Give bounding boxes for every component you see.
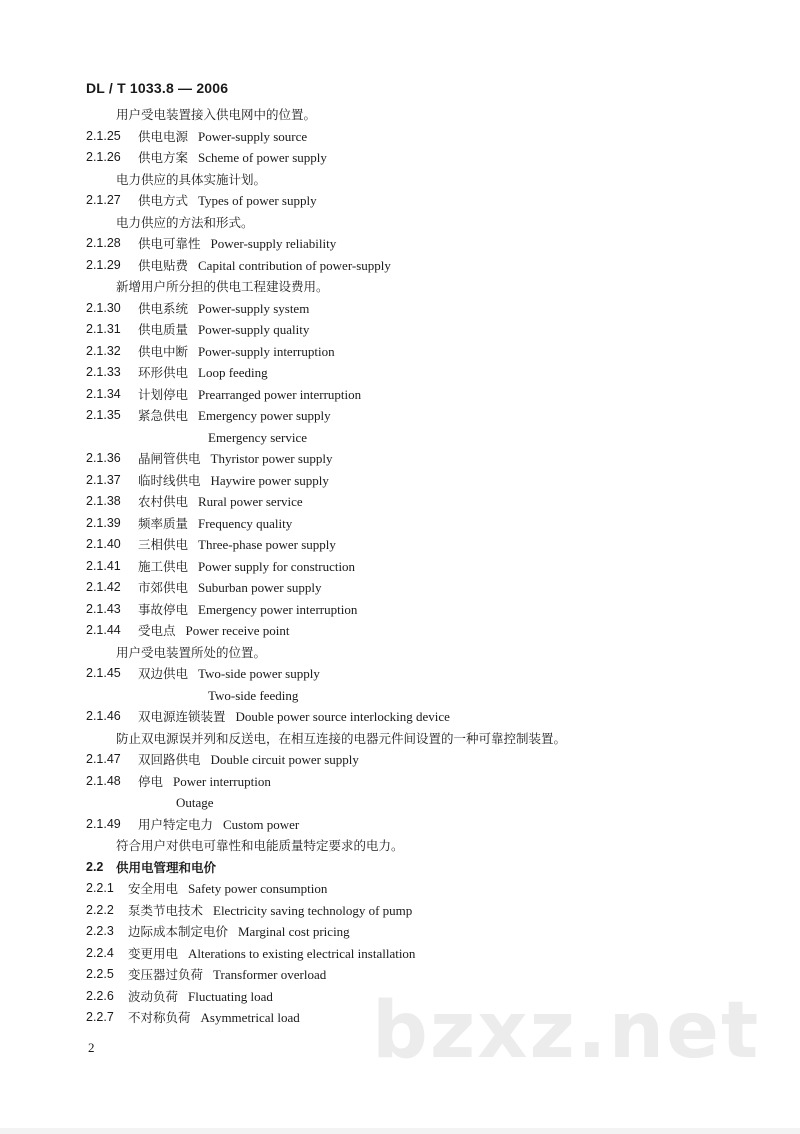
term-chinese: 临时线供电: [138, 472, 201, 488]
term-entry: [0, 255, 800, 277]
term-number: 2.1.38: [86, 494, 121, 508]
term-entry: [0, 147, 800, 169]
term-english: Power-supply reliability: [210, 236, 337, 251]
term-english: Emergency power interruption: [198, 601, 358, 617]
definition-text: 用户受电装置所处的位置。: [116, 644, 267, 660]
term-number: 2.1.42: [86, 580, 121, 594]
term-definition: [0, 169, 800, 191]
term-number: 2.1.29: [86, 257, 121, 272]
term-entry: [0, 341, 800, 363]
term-chinese: 农村供电: [138, 494, 189, 509]
term-number: 2.2.6: [86, 988, 114, 1003]
term-english-synonym: Outage: [176, 795, 214, 810]
term-chinese: 供用电管理和电价: [116, 859, 217, 875]
term-number: 2.1.44: [86, 623, 121, 637]
term-entry: [0, 556, 800, 578]
term-entry: [0, 448, 800, 470]
term-number: 2.1.27: [86, 193, 121, 207]
term-english: Emergency power supply: [198, 408, 331, 423]
definition-text: 用户受电装置接入供电网中的位置。: [116, 107, 317, 122]
term-chinese: 供电方式: [138, 193, 189, 208]
term-chinese: 事故停电: [138, 601, 189, 617]
term-chinese: 频率质量: [138, 515, 189, 531]
page-number: 2: [88, 1040, 95, 1055]
term-synonym: [0, 685, 800, 707]
term-english: Power-supply interruption: [198, 343, 335, 359]
term-chinese: 供电电源: [138, 128, 189, 144]
term-number: 2.2.5: [86, 967, 114, 981]
term-english: Marginal cost pricing: [238, 924, 350, 939]
term-chinese: 三相供电: [138, 537, 189, 552]
term-entry: [0, 362, 800, 384]
term-number: 2.1.49: [86, 816, 121, 831]
term-entry: [0, 599, 800, 621]
document-header: DL / T 1033.8 — 2006: [86, 80, 229, 96]
term-entry: [0, 900, 800, 922]
term-list: [0, 104, 800, 1029]
term-entry: [0, 513, 800, 535]
term-entry: [0, 233, 800, 255]
term-synonym: [0, 792, 800, 814]
term-chinese: 晶闸管供电: [138, 451, 201, 466]
term-number: 2.1.28: [86, 236, 121, 250]
term-english: Suburban power supply: [198, 580, 322, 595]
term-english: Fluctuating load: [188, 988, 273, 1004]
term-english: Double circuit power supply: [210, 752, 359, 767]
term-chinese: 供电方案: [138, 150, 189, 165]
term-english-synonym: Two-side feeding: [208, 687, 299, 703]
term-entry: [0, 577, 800, 599]
term-definition: [0, 835, 800, 857]
term-chinese: 施工供电: [138, 558, 189, 574]
term-number: 2.1.36: [86, 451, 121, 465]
term-number: 2.2.4: [86, 945, 114, 960]
term-entry: [0, 126, 800, 148]
term-english: Transformer overload: [213, 967, 327, 982]
term-entry: [0, 706, 800, 728]
term-number: 2.2.7: [86, 1010, 114, 1024]
term-entry: [0, 534, 800, 556]
term-english-synonym: Emergency service: [208, 429, 308, 445]
term-chinese: 供电系统: [138, 300, 189, 316]
term-chinese: 双电源连锁装置: [138, 709, 226, 724]
term-chinese: 供电可靠性: [138, 236, 201, 251]
term-entry: [0, 405, 800, 427]
term-number: 2.1.47: [86, 752, 121, 766]
term-number: 2.1.31: [86, 322, 121, 336]
definition-text: 符合用户对供电可靠性和电能质量特定要求的电力。: [116, 838, 404, 853]
page-bottom-edge: [0, 1128, 800, 1134]
term-chinese: 双边供电: [138, 666, 189, 681]
term-number: 2.1.43: [86, 601, 121, 616]
term-english: Power-supply quality: [198, 322, 310, 337]
term-english: Electricity saving technology of pump: [213, 902, 413, 918]
term-english: Three-phase power supply: [198, 537, 336, 552]
term-chinese: 停电: [138, 773, 164, 789]
term-number: 2.1.46: [86, 709, 121, 723]
term-english: Thyristor power supply: [210, 451, 333, 466]
term-chinese: 供电贴费: [138, 257, 189, 273]
term-entry: [0, 190, 800, 212]
definition-text: 电力供应的方法和形式。: [116, 214, 254, 230]
term-number: 2.1.39: [86, 515, 121, 530]
term-entry: [0, 749, 800, 771]
term-entry: [0, 384, 800, 406]
definition-text: 电力供应的具体实施计划。: [116, 171, 267, 187]
term-chinese: 变压器过负荷: [128, 967, 204, 982]
term-english: Power supply for construction: [198, 558, 356, 574]
term-number: 2.1.25: [86, 128, 121, 143]
term-entry: [0, 921, 800, 943]
term-english: Loop feeding: [198, 365, 268, 380]
term-number: 2.1.33: [86, 365, 121, 379]
term-entry: [0, 964, 800, 986]
term-number: 2.1.40: [86, 537, 121, 551]
term-english: Two-side power supply: [198, 666, 320, 681]
term-number: 2.1.37: [86, 472, 121, 487]
term-definition: [0, 276, 800, 298]
term-chinese: 市郊供电: [138, 580, 189, 595]
term-english: Types of power supply: [198, 193, 317, 208]
term-number: 2.1.34: [86, 386, 121, 401]
term-entry: [0, 491, 800, 513]
term-number: 2.1.41: [86, 558, 121, 573]
term-chinese: 环形供电: [138, 365, 189, 380]
term-entry: [0, 298, 800, 320]
term-chinese: 受电点: [138, 623, 176, 638]
section-heading: [0, 857, 800, 879]
term-definition: [0, 642, 800, 664]
term-synonym: [0, 427, 800, 449]
term-entry: [0, 943, 800, 965]
term-entry: [0, 319, 800, 341]
term-english: Power-supply source: [198, 128, 308, 144]
term-english: Prearranged power interruption: [198, 386, 362, 402]
term-chinese: 计划停电: [138, 386, 189, 402]
term-number: 2.2: [86, 859, 104, 874]
term-entry: [0, 878, 800, 900]
term-chinese: 安全用电: [128, 881, 179, 896]
term-chinese: 供电中断: [138, 343, 189, 359]
term-english: Power-supply system: [198, 300, 310, 316]
term-english: Haywire power supply: [210, 472, 329, 488]
term-entry: [0, 771, 800, 793]
definition-text: 新增用户所分担的供电工程建设费用。: [116, 279, 329, 294]
term-entry: [0, 663, 800, 685]
term-chinese: 紧急供电: [138, 408, 189, 423]
term-chinese: 用户特定电力: [138, 816, 214, 832]
term-number: 2.2.2: [86, 902, 114, 917]
term-chinese: 双回路供电: [138, 752, 201, 767]
term-english: Double power source interlocking device: [235, 709, 450, 724]
term-english: Power interruption: [173, 773, 271, 789]
definition-text: 防止双电源误并列和反送电，在相互连接的电器元件间设置的一种可靠控制装置。: [116, 730, 567, 746]
term-chinese: 变更用电: [128, 945, 179, 961]
term-number: 2.1.26: [86, 150, 121, 164]
term-number: 2.1.48: [86, 773, 121, 788]
term-number: 2.2.3: [86, 924, 114, 938]
term-english: Asymmetrical load: [200, 1010, 300, 1025]
term-chinese: 不对称负荷: [128, 1010, 191, 1025]
term-chinese: 泵类节电技术: [128, 902, 204, 918]
term-number: 2.1.32: [86, 343, 121, 358]
term-entry: [0, 470, 800, 492]
term-definition: [0, 728, 800, 750]
term-definition: [0, 104, 800, 126]
term-number: 2.1.30: [86, 300, 121, 315]
term-number: 2.2.1: [86, 881, 114, 895]
term-chinese: 波动负荷: [128, 988, 179, 1004]
watermark: bzxz.net: [372, 986, 761, 1076]
term-chinese: 供电质量: [138, 322, 189, 337]
term-english: Scheme of power supply: [198, 150, 327, 165]
term-english: Rural power service: [198, 494, 303, 509]
term-number: 2.1.35: [86, 408, 121, 422]
term-english: Safety power consumption: [188, 881, 328, 896]
term-chinese: 边际成本制定电价: [128, 924, 229, 939]
term-definition: [0, 212, 800, 234]
term-entry: [0, 814, 800, 836]
term-number: 2.1.45: [86, 666, 121, 680]
term-entry: [0, 620, 800, 642]
term-english: Capital contribution of power-supply: [198, 257, 391, 273]
term-english: Custom power: [223, 816, 300, 832]
term-english: Power receive point: [185, 623, 290, 638]
term-english: Alterations to existing electrical installation: [188, 945, 416, 961]
term-english: Frequency quality: [198, 515, 293, 531]
